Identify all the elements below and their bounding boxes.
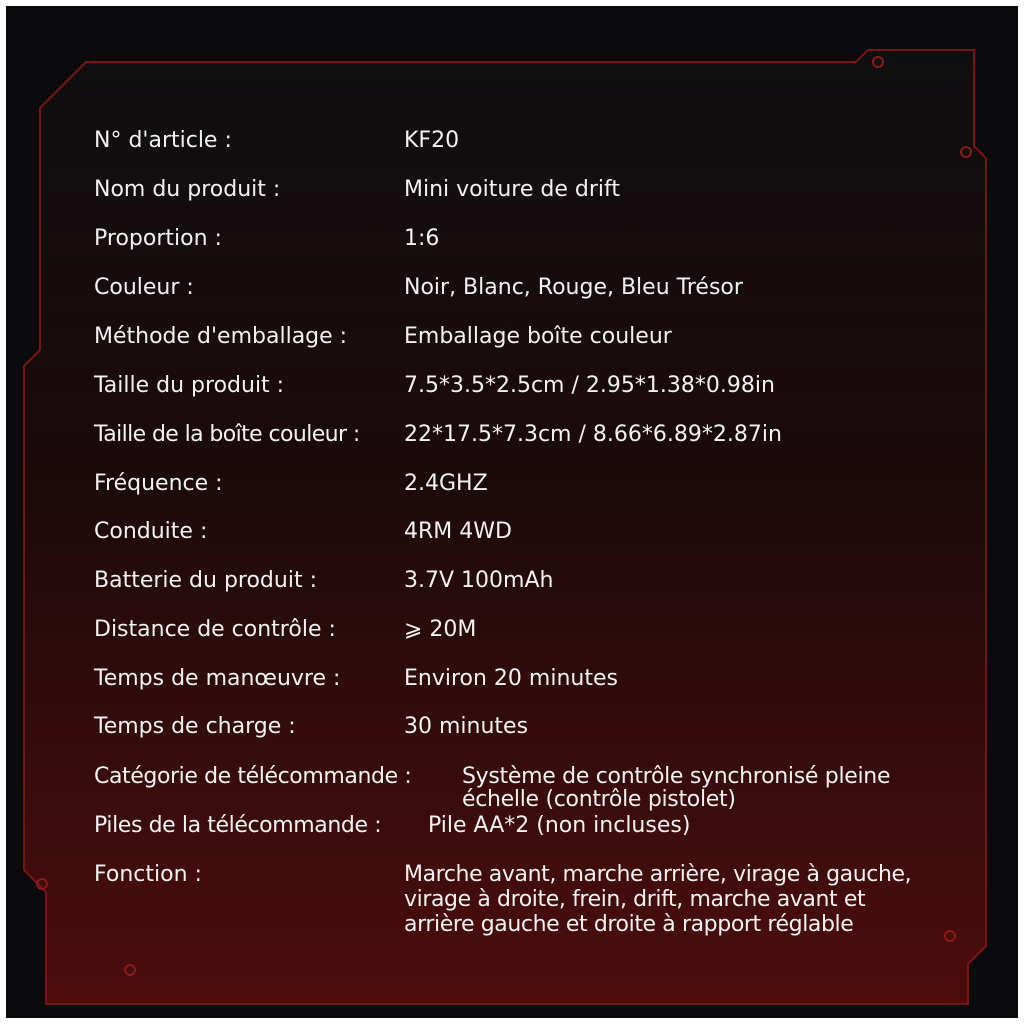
spec-value: Emballage boîte couleur [404,324,672,349]
spec-value: Mini voiture de drift [404,177,620,202]
spec-label: Méthode d'emballage : [94,324,348,349]
spec-value: ⩾ 20M [404,617,477,642]
spec-list [6,6,1018,1018]
spec-label: Batterie du produit : [94,568,317,593]
spec-label: Temps de manœuvre : [94,666,341,691]
spec-value: 1:6 [404,226,440,251]
spec-value: 2.4GHZ [404,471,488,496]
spec-value: virage à droite, frein, drift, marche avant et [404,887,866,912]
spec-value: KF20 [404,128,460,153]
spec-value: échelle (contrôle pistolet) [462,787,736,812]
spec-value: Marche avant, marche arrière, virage à gauche, [404,862,912,887]
spec-value: Pile AA*2 (non incluses) [428,813,691,838]
spec-label: N° d'article : [94,128,232,153]
spec-value: arrière gauche et droite à rapport réglable [404,912,854,937]
spec-label: Distance de contrôle : [94,617,336,642]
spec-label: Catégorie de télécommande : [94,764,412,789]
spec-label: Couleur : [94,275,194,300]
spec-value: 30 minutes [404,714,529,739]
spec-label: Conduite : [94,519,208,544]
spec-label: Temps de charge : [94,714,296,739]
spec-value: 4RM 4WD [404,519,512,544]
spec-label: Piles de la télécommande : [94,813,382,838]
spec-label: Taille de la boîte couleur : [94,422,360,447]
spec-value: Noir, Blanc, Rouge, Bleu Trésor [404,275,743,300]
spec-label: Taille du produit : [94,373,285,398]
spec-value: 3.7V 100mAh [404,568,554,593]
spec-value: 22*17.5*7.3cm / 8.66*6.89*2.87in [404,422,782,447]
spec-value: Environ 20 minutes [404,666,618,691]
spec-value: Système de contrôle synchronisé pleine [462,764,891,789]
spec-label: Fréquence : [94,471,223,496]
spec-label: Fonction : [94,862,202,887]
spec-label: Proportion : [94,226,222,251]
spec-value: 7.5*3.5*2.5cm / 2.95*1.38*0.98in [404,373,775,398]
spec-card [6,6,1018,1018]
spec-label: Nom du produit : [94,177,281,202]
